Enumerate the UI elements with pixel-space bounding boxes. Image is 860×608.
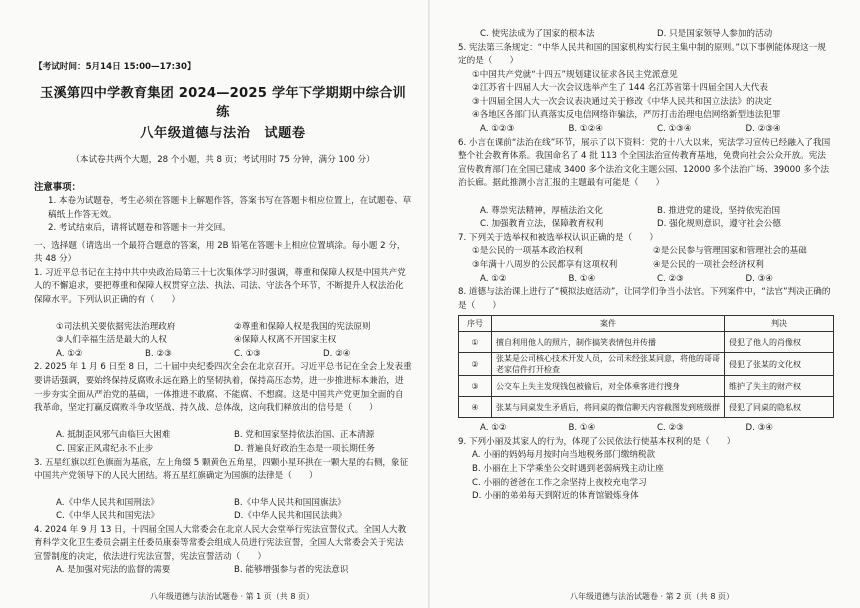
answer-option: D. ②③④ [745, 123, 781, 134]
answer-option: B. ①④ [568, 423, 596, 434]
column-header: 序号 [459, 316, 492, 332]
exam-title-line2: 八年级道德与法治 试题卷 [140, 126, 306, 141]
case-judgment: 侵犯了同桌的隐私权 [725, 397, 834, 418]
answer-option: C. 使宪法成为了国家的根本法 [480, 29, 595, 39]
exam-time-note: 【考试时间：5月14日 15:00—17:30】 [34, 62, 196, 72]
column-header: 判决 [725, 316, 834, 332]
answer-option: A. ①②③ [480, 123, 515, 134]
question-stem: 8. 道德与法治课上进行了“模拟法庭活动”，让同学们争当小法官。下列案件中，“法官”判决正确的是（ ） [458, 287, 831, 311]
answer-option: A. ①② [480, 423, 507, 434]
statement-item: ①中国共产党就“十四五”规划建议征求各民主党派意见 [472, 69, 678, 80]
statement-item: ③人们幸福生活是最大的人权 [56, 335, 167, 346]
exam-title-line1: 玉溪第四中学教育集团 2024—2025 学年下学期期中综合训练 [40, 86, 406, 120]
answer-option: D. 强化规则意识，遵守社会公德 [657, 219, 781, 230]
table-header-row [459, 316, 834, 332]
case-number: ② [459, 353, 492, 376]
statement-item: ①司法机关要依据宪法治理政府 [56, 321, 176, 332]
answer-option: B. 党和国家坚持依法治国、正本清源 [234, 430, 375, 441]
case-description: 张某是公司核心技术开发人员，公司未经张某同意，将他的哥哥老家信件打开检查 [492, 353, 725, 376]
answer-option: A. 是加强对宪法的监督的需要 [56, 564, 171, 575]
case-number: ④ [459, 397, 492, 418]
question-stem: 6. 小言在课前“法治在线”环节，展示了以下资料：党的十八大以来，宪法学习宣传已经融入了我国整个社会教育体系。我国命名了 4 批 113 个全国法治宣传教育基地，免费向社会公众开放。宪法宣传教育部门在全国已建成 3400 多个法治文化主题公园、12000 多个法治广场、39000 多个法治长廊。据此推测小言汇报的主题最有可能是（ ） [458, 137, 831, 189]
case-number: ① [459, 332, 492, 353]
statement-item: ③十四届全国人大一次会议表决通过关于修改《中华人民共和国立法法》的决定 [472, 96, 772, 107]
note-item: 1. 本卷为试题卷，考生必须在答题卡上解题作答，答案书写在答题卡相应位置上，在试题卷、草稿纸上作答无效。 [48, 196, 412, 220]
answer-option: C. 加强教育立法，保障教育权利 [480, 219, 604, 230]
statement-item: ④是公民的一项社会经济权利 [653, 259, 764, 270]
answer-option: B. ②③ [145, 348, 172, 359]
question-stem: 4. 2024 年 9 月 13 日，十四届全国人大常委会在北京人民大会堂举行宪法宣誓仪式。全国人大教育科学文化卫生委员会副主任委员康泰等常委会组成人员进行宪法宣誓，全国人大常委会关于宪法宣誓制度的决定，依法进行宪法宣誓，宪法宣誓活动（ ） [34, 524, 407, 562]
statement-item: ④各地区各部门认真落实反电信网络诈骗法，严厉打击治理电信网络新型违法犯罪 [472, 110, 781, 121]
answer-option: B.《中华人民共和国国旗法》 [234, 497, 346, 508]
statement-item: ②江苏省十四届人大一次会议选举产生了 144 名江苏省第十四届全国人大代表 [472, 83, 768, 94]
answer-option: D. 只是国家领导人参加的活动 [657, 29, 773, 39]
statement-item: ②是公民参与管理国家和管理社会的基础 [653, 246, 807, 257]
question-2 [34, 361, 412, 456]
answer-option: C. ①③ [234, 348, 261, 359]
answer-option: B. 小丽在上下学乘坐公交时遇到老弱病残主动让座 [472, 463, 664, 474]
note-item: 2. 考试结束后，请将试题卷和答题卡一并交回。 [48, 223, 231, 233]
answer-option: C.《中华人民共和国宪法》 [56, 511, 160, 522]
case-number: ③ [459, 376, 492, 397]
question-7 [458, 232, 834, 286]
answer-option: D. 小丽的弟弟每天到附近的体育馆锻炼身体 [472, 491, 639, 502]
answer-option: B. ①④ [568, 273, 596, 284]
answer-option: D. ③④ [745, 273, 773, 284]
answer-option: A. ①② [56, 348, 83, 359]
statement-item: ③年满十八周岁的公民都享有这项权利 [472, 259, 618, 270]
question-5 [458, 42, 834, 137]
case-table [458, 315, 834, 418]
answer-option: A. ①② [480, 273, 507, 284]
case-judgment: 侵犯了他人的肖像权 [725, 332, 834, 353]
answer-option: D. ②④ [323, 348, 351, 359]
statement-item: ①是公民的一项基本政治权利 [472, 246, 583, 257]
question-stem: 1. 习近平总书记在主持中共中央政治局第三十七次集体学习时强调，尊重和保障人权是中国共产党人的不懈追求，要把尊重和保障人权贯穿立法、执法、司法、守法各个环节，不断提升人权法治化保障水平。下列认识正确的有（ ） [34, 267, 406, 305]
table-row [459, 397, 834, 418]
answer-option: A. 尊崇宪法精神，厚植法治文化 [480, 205, 603, 216]
answer-option: D. ③④ [745, 423, 773, 434]
statement-item: ②尊重和保障人权是我国的宪法原则 [234, 321, 371, 332]
answer-option: A. 抵制歪风邪气由临巨大困难 [56, 430, 171, 441]
answer-option: C. 小丽的爸爸在工作之余坚持上夜校充电学习 [472, 477, 647, 488]
statement-item: ④保障人权离不开国家主权 [234, 335, 337, 346]
table-row [459, 332, 834, 353]
case-judgment: 侵犯了张某的文化权 [725, 353, 834, 376]
page-footer: 八年级道德与法治试题卷 · 第 2 页（共 8 页） [570, 592, 734, 601]
answer-option: D. 普遍良好政治生态是一项长期任务 [234, 443, 375, 454]
exam-intro: （本试卷共两个大题，28 个小题，共 8 页；考试用时 75 分钟，满分 100 分） [71, 155, 375, 165]
page-footer: 八年级道德与法治试题卷 · 第 1 页（共 8 页） [150, 592, 314, 601]
answer-option: B. 能够增强参与者的宪法意识 [234, 564, 349, 575]
answer-option: A.《中华人民共和国刑法》 [56, 497, 159, 508]
notes-heading: 注意事项： [34, 182, 81, 193]
question-stem: 9. 下列小丽及其家人的行为，体现了公民依法行使基本权利的是（ ） [458, 436, 736, 447]
table-row [459, 353, 834, 376]
question-9 [458, 436, 834, 504]
case-description: 张某与同桌发生矛盾后，将同桌的微信聊天内容截图发到班级群 [492, 397, 725, 418]
case-description: 擅自利用他人的照片，制作搞笑表情包并传播 [492, 332, 725, 353]
exam-page-2 [430, 0, 860, 608]
answer-option: D.《中华人民共和国民法典》 [234, 511, 347, 522]
question-3 [34, 457, 412, 524]
answer-option: C. ②③ [657, 273, 684, 284]
answer-option: C. ②③ [657, 423, 684, 434]
answer-option: A. 小丽的妈妈每月按时向当地税务部门缴纳税款 [472, 450, 656, 461]
answer-option: B. ①②④ [568, 123, 603, 134]
question-stem: 2. 2025 年 1 月 6 日至 8 日，二十届中央纪委四次全会在北京召开。习近平总书记在全会上发表重要讲话强调，要始终保持反腐败永远在路上的坚韧执着，保持高压态势，进一步推进标本兼治，进一步夯实全面从严治党的基础，一体推进不敢腐、不能腐、不想腐。这是中国共产党更加全面的自我革命，坚定打赢反腐败斗争攻坚战、持久战、总体战，这向我们释放出的信号是（ ） [34, 362, 412, 414]
answer-option: C. 国家正风肃纪永不止步 [56, 443, 154, 454]
question-1 [34, 267, 412, 362]
column-header: 案件 [492, 316, 725, 332]
case-judgment: 维护了失主的财产权 [725, 376, 834, 397]
case-description: 公交车上失主发现钱包被偷后，对全体乘客进行搜身 [492, 376, 725, 397]
question-4-continued [458, 28, 834, 42]
answer-option: C. ①③④ [657, 123, 692, 134]
question-6 [458, 137, 834, 232]
question-stem: 5. 宪法第三条规定：“中华人民共和国的国家机构实行民主集中制的原则。”以下事例能体现这一规定的是（ ） [458, 42, 826, 67]
question-stem: 3. 五星红旗以红色旗面为基底，左上角缀 5 颗黄色五角星，四颗小星环拱在一颗大星的右侧，象征中国共产党领导下的人民大团结。将五星红旗确定为国旗的法律是（ ） [34, 457, 409, 482]
table-row [459, 376, 834, 397]
question-8 [458, 286, 834, 436]
answer-option: B. 推进党的建设，坚持依宪治国 [657, 205, 781, 216]
question-stem: 7. 下列关于选举权和被选举权认识正确的是（ ） [458, 232, 658, 243]
section-heading: 一、选择题（请选出一个最符合题意的答案，用 2B 铅笔在答题卡上相应位置填涂。每小题 2 分，共 48 分） [34, 240, 406, 265]
question-4 [34, 524, 412, 578]
